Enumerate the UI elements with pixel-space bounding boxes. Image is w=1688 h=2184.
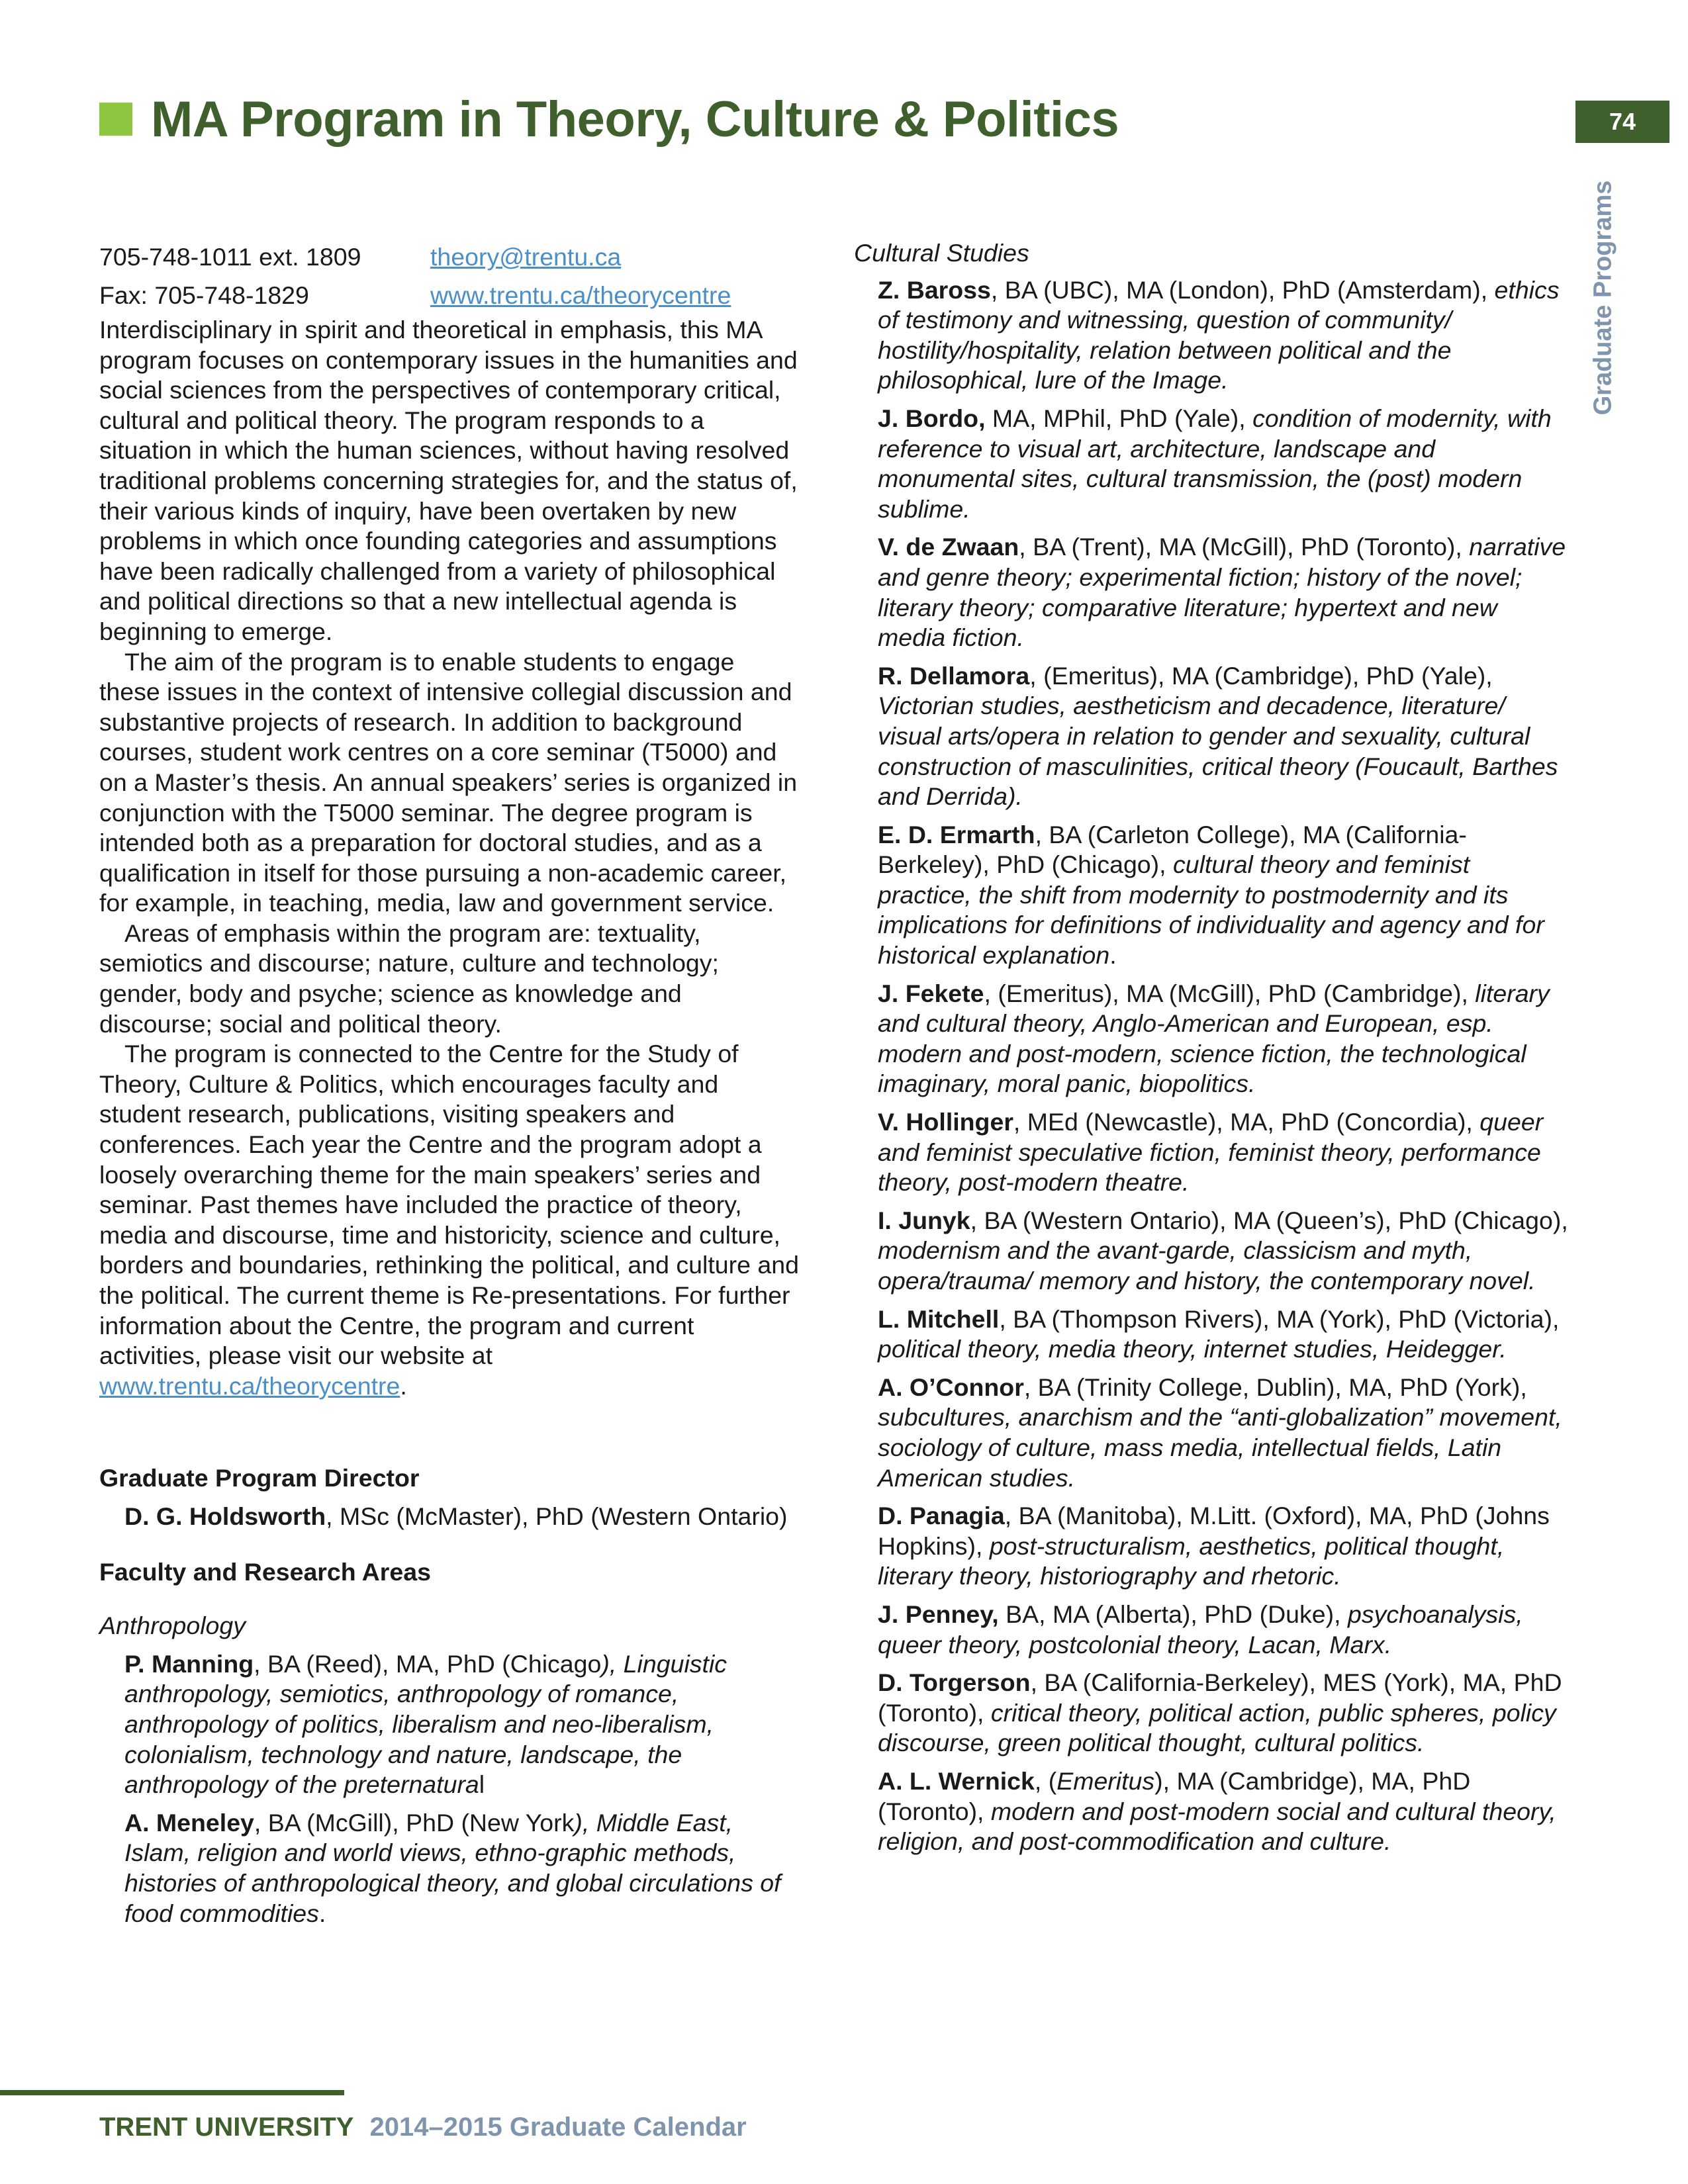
faculty-name: J. Fekete [878, 979, 984, 1007]
faculty-credentials: , MEd (Newcastle), MA, PhD (Concordia), [1013, 1108, 1480, 1136]
faculty-name: Z. Baross [878, 275, 991, 304]
faculty-entry-manning [124, 1649, 801, 1800]
side-tab [1583, 165, 1623, 430]
faculty-areas: modernism and the avant-garde, classicism and myth, opera/trauma/ memory and history, the contemporary novel. [878, 1236, 1536, 1295]
faculty-name: D. Torgerson [878, 1668, 1031, 1697]
page-title: MA Program in Theory, Culture & Politics [151, 91, 1119, 148]
faculty-entry-meneley [124, 1808, 801, 1929]
director-credentials: , MSc (McMaster), PhD (Western Ontario) [326, 1502, 788, 1530]
faculty-name: A. L. Wernick [878, 1766, 1035, 1795]
faculty-entry-baross [878, 275, 1569, 396]
faculty-entry-hollinger [878, 1107, 1569, 1198]
faculty-entry-wernick [878, 1766, 1569, 1857]
director-heading: Graduate Program Director [99, 1464, 420, 1492]
page-header [99, 86, 1119, 152]
intro-paragraph-1: Interdisciplinary in spirit and theoretical in emphasis, this MA program focuses on contemporary issues in the humanities and social sciences from the perspectives of contemporary critical, cultural and political theory. The program responds to a situation in which the human sciences, without having resolved traditional problems concerning strategies for, and the status of, their various kinds of inquiry, have been overtaken by new problems in which once founding categories and assumptions have been radically challenged from a variety of philosophical and political directions so that a new intellectual agenda is beginning to emerge. [99, 316, 798, 645]
page-footer [99, 2113, 747, 2142]
footer-rule [0, 2090, 344, 2095]
footer-university: TRENT UNIVERSITY [99, 2113, 354, 2142]
cultural-studies-heading: Cultural Studies [854, 239, 1029, 267]
faculty-credentials: , (Emeritus), MA (McGill), PhD (Cambridge), [984, 979, 1476, 1007]
faculty-heading: Faculty and Research Areas [99, 1557, 431, 1586]
faculty-name: V. Hollinger [878, 1108, 1013, 1136]
faculty-credentials: , BA (Carleton College), MA (California-Berkeley), PhD (Chicago), [878, 820, 1467, 879]
faculty-areas: political theory, media theory, internet studies, Heidegger. [878, 1335, 1507, 1363]
intro-paragraph-3: Areas of emphasis within the program are: textuality, semiotics and discourse; nature, culture and technology; gender, body and psyche; science as knowledge and discourse; social and political theory. [99, 919, 719, 1038]
faculty-areas: literary and cultural theory, Anglo-American and European, esp. modern and post-modern, science fiction, the technological imaginary, moral panic, biopolitics. [878, 979, 1550, 1098]
title-square-icon [99, 103, 132, 136]
anthropology-heading: Anthropology [99, 1612, 246, 1640]
director-name: D. G. Holdsworth [124, 1502, 326, 1530]
faculty-name: E. D. Ermarth [878, 820, 1035, 848]
theorycentre-link[interactable]: www.trentu.ca/theorycentre [99, 1371, 400, 1400]
faculty-entry-mitchell [878, 1304, 1569, 1365]
faculty-entry-penney [878, 1600, 1569, 1660]
faculty-areas: ethics of testimony and witnessing, question of community/ hostility/hospitality, relation between political and the philosophical, lure of the Image. [878, 275, 1560, 394]
faculty-areas: subcultures, anarchism and the “anti-globalization” movement, sociology of culture, mass media, intellectual fields, Latin American studies. [878, 1403, 1562, 1492]
intro-paragraph-2: The aim of the program is to enable students to engage these issues in the context of intensive collegial discussion and substantive projects of research. In addition to background courses, student work centres on a core seminar (T5000) and on a Master’s thesis. An annual speakers’ series is organized in conjunction with the T5000 seminar. The degree program is intended both as a preparation for doctoral studies, and as a qualification in itself for those pursuing a non-academic career, for example, in teaching, media, law and government service. [99, 647, 798, 917]
faculty-name: A. O’Connor [878, 1373, 1024, 1401]
contact-fax-row [99, 277, 801, 315]
faculty-entry-bordo [878, 404, 1569, 524]
faculty-areas: psychoanalysis, queer theory, postcolonial theory, Lacan, Marx. [878, 1600, 1523, 1659]
faculty-areas: narrative and genre theory; experimental fiction; history of the novel; literary theory; comparative literature; hypertext and new media fiction. [878, 533, 1566, 652]
faculty-entry-oconnor [878, 1373, 1569, 1493]
faculty-credentials: , ( [1034, 1766, 1057, 1795]
intro-paragraph-4 [99, 1039, 801, 1401]
faculty-emeritus: Emeritus [1056, 1766, 1155, 1795]
faculty-areas: cultural theory and feminist practice, the shift from modernity to postmodernity and its implications for definitions of individuality and agency and for historical explanation [878, 850, 1544, 970]
page-number: 74 [1575, 101, 1669, 143]
intro-paragraph-4-end: . [400, 1371, 407, 1400]
faculty-credentials: , BA (Trinity College, Dublin), MA, PhD (York), [1023, 1373, 1527, 1401]
fax-number: Fax: 705-748-1829 [99, 281, 309, 310]
faculty-name: L. Mitchell [878, 1304, 1000, 1333]
faculty-name: D. Panagia [878, 1502, 1005, 1530]
faculty-entry-panagia [878, 1501, 1569, 1592]
faculty-areas: ), Middle East, Islam, religion and world views, ethno-graphic methods, histories of anthropological theory, and global circulations of food commodities [124, 1808, 781, 1927]
faculty-entry-fekete [878, 979, 1569, 1099]
faculty-areas: ), Linguistic anthropology, semiotics, anthropology of romance, anthropology of politics, liberalism and neo-liberalism, colonialism, technology and nature, landscape, the anthropology of the preternatura [124, 1649, 727, 1799]
faculty-name: J. Penney, [878, 1600, 999, 1628]
faculty-entry-dellamora [878, 661, 1569, 812]
website-link[interactable]: www.trentu.ca/theorycentre [430, 281, 731, 310]
director-entry [124, 1502, 801, 1532]
faculty-entry-junyk [878, 1206, 1569, 1297]
faculty-credentials: BA, MA (Alberta), PhD (Duke), [998, 1600, 1348, 1628]
faculty-name: I. Junyk [878, 1206, 970, 1234]
faculty-entry-ermarth [878, 820, 1569, 971]
faculty-credentials: , (Emeritus), MA (Cambridge), PhD (Yale), [1029, 661, 1493, 690]
faculty-credentials: , BA (Thompson Rivers), MA (York), PhD (Victoria), [999, 1304, 1560, 1333]
faculty-name: A. Meneley [124, 1808, 254, 1837]
faculty-areas: condition of modernity, with reference to visual art, architecture, landscape and monumental sites, cultural transmission, the (post) modern sublime. [878, 404, 1552, 523]
faculty-credentials: , BA (Manitoba), M.Litt. (Oxford), MA, PhD (Johns Hopkins), [878, 1502, 1550, 1560]
intro-paragraph-4-text: The program is connected to the Centre for the Study of Theory, Culture & Politics, which encourages faculty and student research, publications, visiting speakers and conferences. Each year the Centre and the program adopt a loosely overarching theme for the main speakers’ series and seminar. Past themes have included the practice of theory, media and discourse, time and historicity, science and culture, borders and boundaries, rethinking the political, and culture and the political. The current theme is Re-presentations. For further information about the Centre, the program and current activities, please visit our website at [99, 1040, 799, 1370]
faculty-areas: modern and post-modern social and cultural theory, religion, and post-commodification and culture. [878, 1797, 1556, 1856]
phone-number: 705-748-1011 ext. 1809 [99, 243, 361, 271]
faculty-credentials: MA, MPhil, PhD (Yale), [985, 404, 1253, 432]
faculty-tail: . [318, 1899, 326, 1927]
faculty-areas: queer and feminist speculative fiction, feminist theory, performance theory, post-modern theatre. [878, 1108, 1544, 1197]
faculty-entry-torgerson [878, 1668, 1569, 1758]
faculty-credentials-2: ), MA (Cambridge), MA, PhD (Toronto), [878, 1766, 1471, 1825]
faculty-entry-de-zwaan [878, 532, 1569, 653]
email-link[interactable]: theory@trentu.ca [430, 243, 622, 271]
right-column [854, 238, 1569, 1865]
faculty-credentials: , BA (Western Ontario), MA (Queen’s), PhD (Chicago), [970, 1206, 1568, 1234]
faculty-areas: Victorian studies, aestheticism and decadence, literature/ visual arts/opera in relation to gender and sexuality, cultural construction of masculinities, critical theory (Foucault, Barthes and Derrida). [878, 692, 1558, 811]
faculty-tail: l [479, 1770, 485, 1799]
faculty-credentials: , BA (UBC), MA (London), PhD (Amsterdam), [990, 275, 1495, 304]
faculty-name: V. de Zwaan [878, 533, 1019, 561]
faculty-tail: . [1109, 941, 1117, 970]
faculty-areas: post-structuralism, aesthetics, political thought, literary theory, historiography and rhetoric. [878, 1531, 1505, 1590]
faculty-credentials: , BA (Reed), MA, PhD (Chicago [254, 1649, 602, 1678]
faculty-name: R. Dellamora [878, 661, 1030, 690]
left-column [99, 238, 801, 1929]
footer-calendar: 2014–2015 Graduate Calendar [369, 2113, 747, 2142]
faculty-areas: critical theory, political action, public spheres, policy discourse, green political thought, cultural politics. [878, 1698, 1556, 1757]
faculty-credentials: , BA (Trent), MA (McGill), PhD (Toronto), [1019, 533, 1470, 561]
side-tab-label: Graduate Programs [1589, 180, 1617, 416]
faculty-name: J. Bordo, [878, 404, 986, 432]
faculty-credentials: , BA (McGill), PhD (New York [254, 1808, 575, 1837]
faculty-name: P. Manning [124, 1649, 254, 1678]
contact-phone-row [99, 238, 801, 277]
faculty-credentials: , BA (California-Berkeley), MES (York), MA, PhD (Toronto), [878, 1668, 1562, 1727]
